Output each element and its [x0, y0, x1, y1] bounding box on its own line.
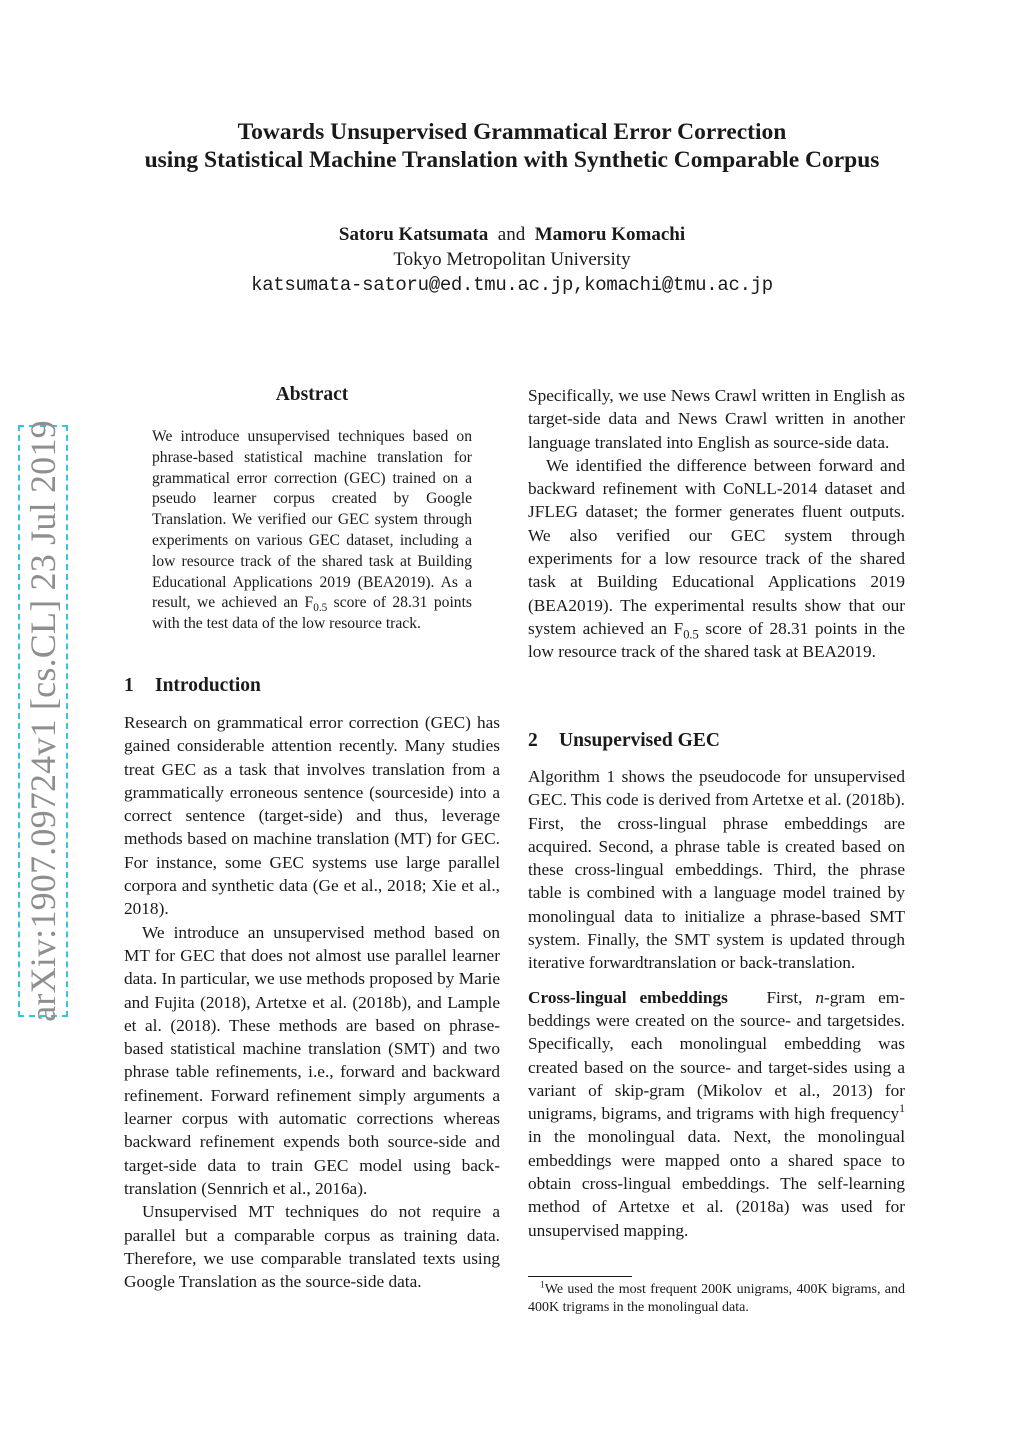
right-paragraph-2	[528, 454, 905, 664]
intro-paragraph-3: Unsupervised MT techniques do not require a parallel but a comparable corpus as training data. Therefore, we use comparable translated texts using Google Translation as the source-side data.	[124, 1202, 500, 1292]
footnote-mark: 1	[540, 1280, 545, 1291]
right-paragraph-1: Specifically, we use News Crawl written in English as target-side data and News Crawl written in another language translated into English as source-side data.	[528, 386, 905, 452]
title-line-2: using Statistical Machine Translation with Synthetic Comparable Corpus	[144, 147, 880, 173]
section-2-title: Unsupervised GEC	[559, 730, 720, 751]
section-1-heading	[124, 674, 261, 698]
section-2-paragraph-2-part2: in the monolingual data. Next, the monolingual embeddings were mapped onto a shared space to obtain cross-lingual embeddings. The self-learning method of Artetxe et al. (2018a) was used for unsupervised mapping.	[528, 1127, 905, 1240]
footnote-text: We used the most frequent 200K unigrams, 400K bigrams, and 400K trigrams in the monolingual data.	[528, 1282, 905, 1315]
author-2: Mamoru Komachi	[534, 224, 686, 245]
title-line-1: Towards Unsupervised Grammatical Error Correction	[237, 119, 787, 145]
author-emails: katsumata-satoru@ed.tmu.ac.jp,komachi@tmu.ac.jp	[251, 274, 773, 296]
footnote-rule	[528, 1276, 632, 1277]
abstract-text	[152, 427, 472, 635]
paper-title	[0, 118, 1024, 174]
abstract-heading: Abstract	[275, 384, 349, 405]
abstract-text-part2: score of 28.31 points with the test data of the low resource track.	[152, 594, 472, 633]
arxiv-stamp	[18, 420, 68, 1022]
section-2-number: 2	[528, 730, 538, 751]
abstract-f-subscript: 0.5	[313, 602, 328, 615]
right-column-top	[528, 384, 905, 664]
section-2-paragraph-2-part1: -gram embeddings were created on the source- and targetsides. Specifically, each monolingual embedding was created based on the source- and target-sides using a variant of skip-gram (Mikolov et al., 2013) for unigrams, bigrams, and trigrams with high frequency	[528, 987, 905, 1124]
section-2-heading	[528, 729, 720, 753]
right-f-subscript: 0.5	[683, 627, 699, 642]
right-f-symbol: F	[673, 618, 684, 638]
author-1: Satoru Katsumata	[338, 224, 489, 245]
section-2-paragraph-2	[528, 986, 905, 1242]
section-2-paragraph-2-lead: First,	[766, 987, 816, 1007]
right-column-section-2	[528, 765, 905, 1242]
affiliation: Tokyo Metropolitan University	[393, 249, 631, 270]
abstract-text-part1: We introduce unsupervised techniques based on phrase-based statistical machine translation for grammatical error correction (GEC) trained on a pseudo learner corpus created by Google Translation. We verified our GEC system through experiments on various GEC dataset, including a low resource track of the shared task at Building Educational Applications 2019 (BEA2019). As a result, we achieved an	[152, 428, 472, 612]
right-paragraph-2-part1: We identified the difference between forward and backward refinement with CoNLL-2014 dataset and JFLEG dataset; the former generates fluent outputs. We also verified our GEC system through experiments for a low resource track of the shared task at Building Educational Applications 2019 (BEA2019). The experimental results show that our system achieved an	[528, 455, 905, 638]
arxiv-stamp-text: arXiv:1907.09724v1 [cs.CL] 23 Jul 2019	[23, 420, 63, 1022]
right-paragraph-2-part2: score of 28.31 points in the low resource track of the shared task at BEA2019.	[528, 618, 905, 662]
left-column-body	[124, 711, 500, 1293]
footnote-ref-1: 1	[899, 1102, 905, 1116]
author-conjunction: and	[497, 224, 526, 245]
section-2-paragraph-1: Algorithm 1 shows the pseudocode for unsupervised GEC. This code is derived from Artetxe et al. (2018b). First, the cross-lingual phrase embeddings are acquired. Second, a phrase table is created based on these cross-lingual embeddings. Third, the phrase table is combined with a language model trained by monolingual data to initialize a phrase-based SMT system. Finally, the SMT system is updated through iterative forwardtranslation or back-translation.	[528, 767, 905, 973]
section-1-title: Introduction	[155, 675, 261, 696]
abstract-f-symbol: F	[304, 594, 314, 612]
footnote	[528, 1281, 905, 1317]
paragraph-heading-cross-lingual: Cross-lingual embeddings	[528, 987, 728, 1007]
intro-paragraph-1: Research on grammatical error correction (GEC) has gained considerable attention recently. Many studies treat GEC as a task that involves translation from a grammatically erroneous sentence (sourceside) into a correct sentence (target-side) and thus, leverage methods based on machine translation (MT) for GEC. For instance, some GEC systems use large parallel corpora and synthetic data (Ge et al., 2018; Xie et al., 2018).	[124, 713, 500, 919]
section-1-number: 1	[124, 675, 134, 696]
author-line	[0, 223, 1024, 247]
n-variable: n	[815, 987, 824, 1007]
intro-paragraph-2: We introduce an unsupervised method based on MT for GEC that does not almost use parallel learner data. In particular, we use methods proposed by Marie and Fujita (2018), Artetxe et al. (2018b), and Lample et al. (2018). These methods are based on phrase-based statistical machine translation (SMT) and two phrase table refinements, i.e., forward and backward refinement. Forward refinement simply arguments a learner corpus with automatic corrections whereas backward refinement expends both source-side and target-side data to train GEC model using backtranslation (Sennrich et al., 2016a).	[124, 922, 500, 1198]
